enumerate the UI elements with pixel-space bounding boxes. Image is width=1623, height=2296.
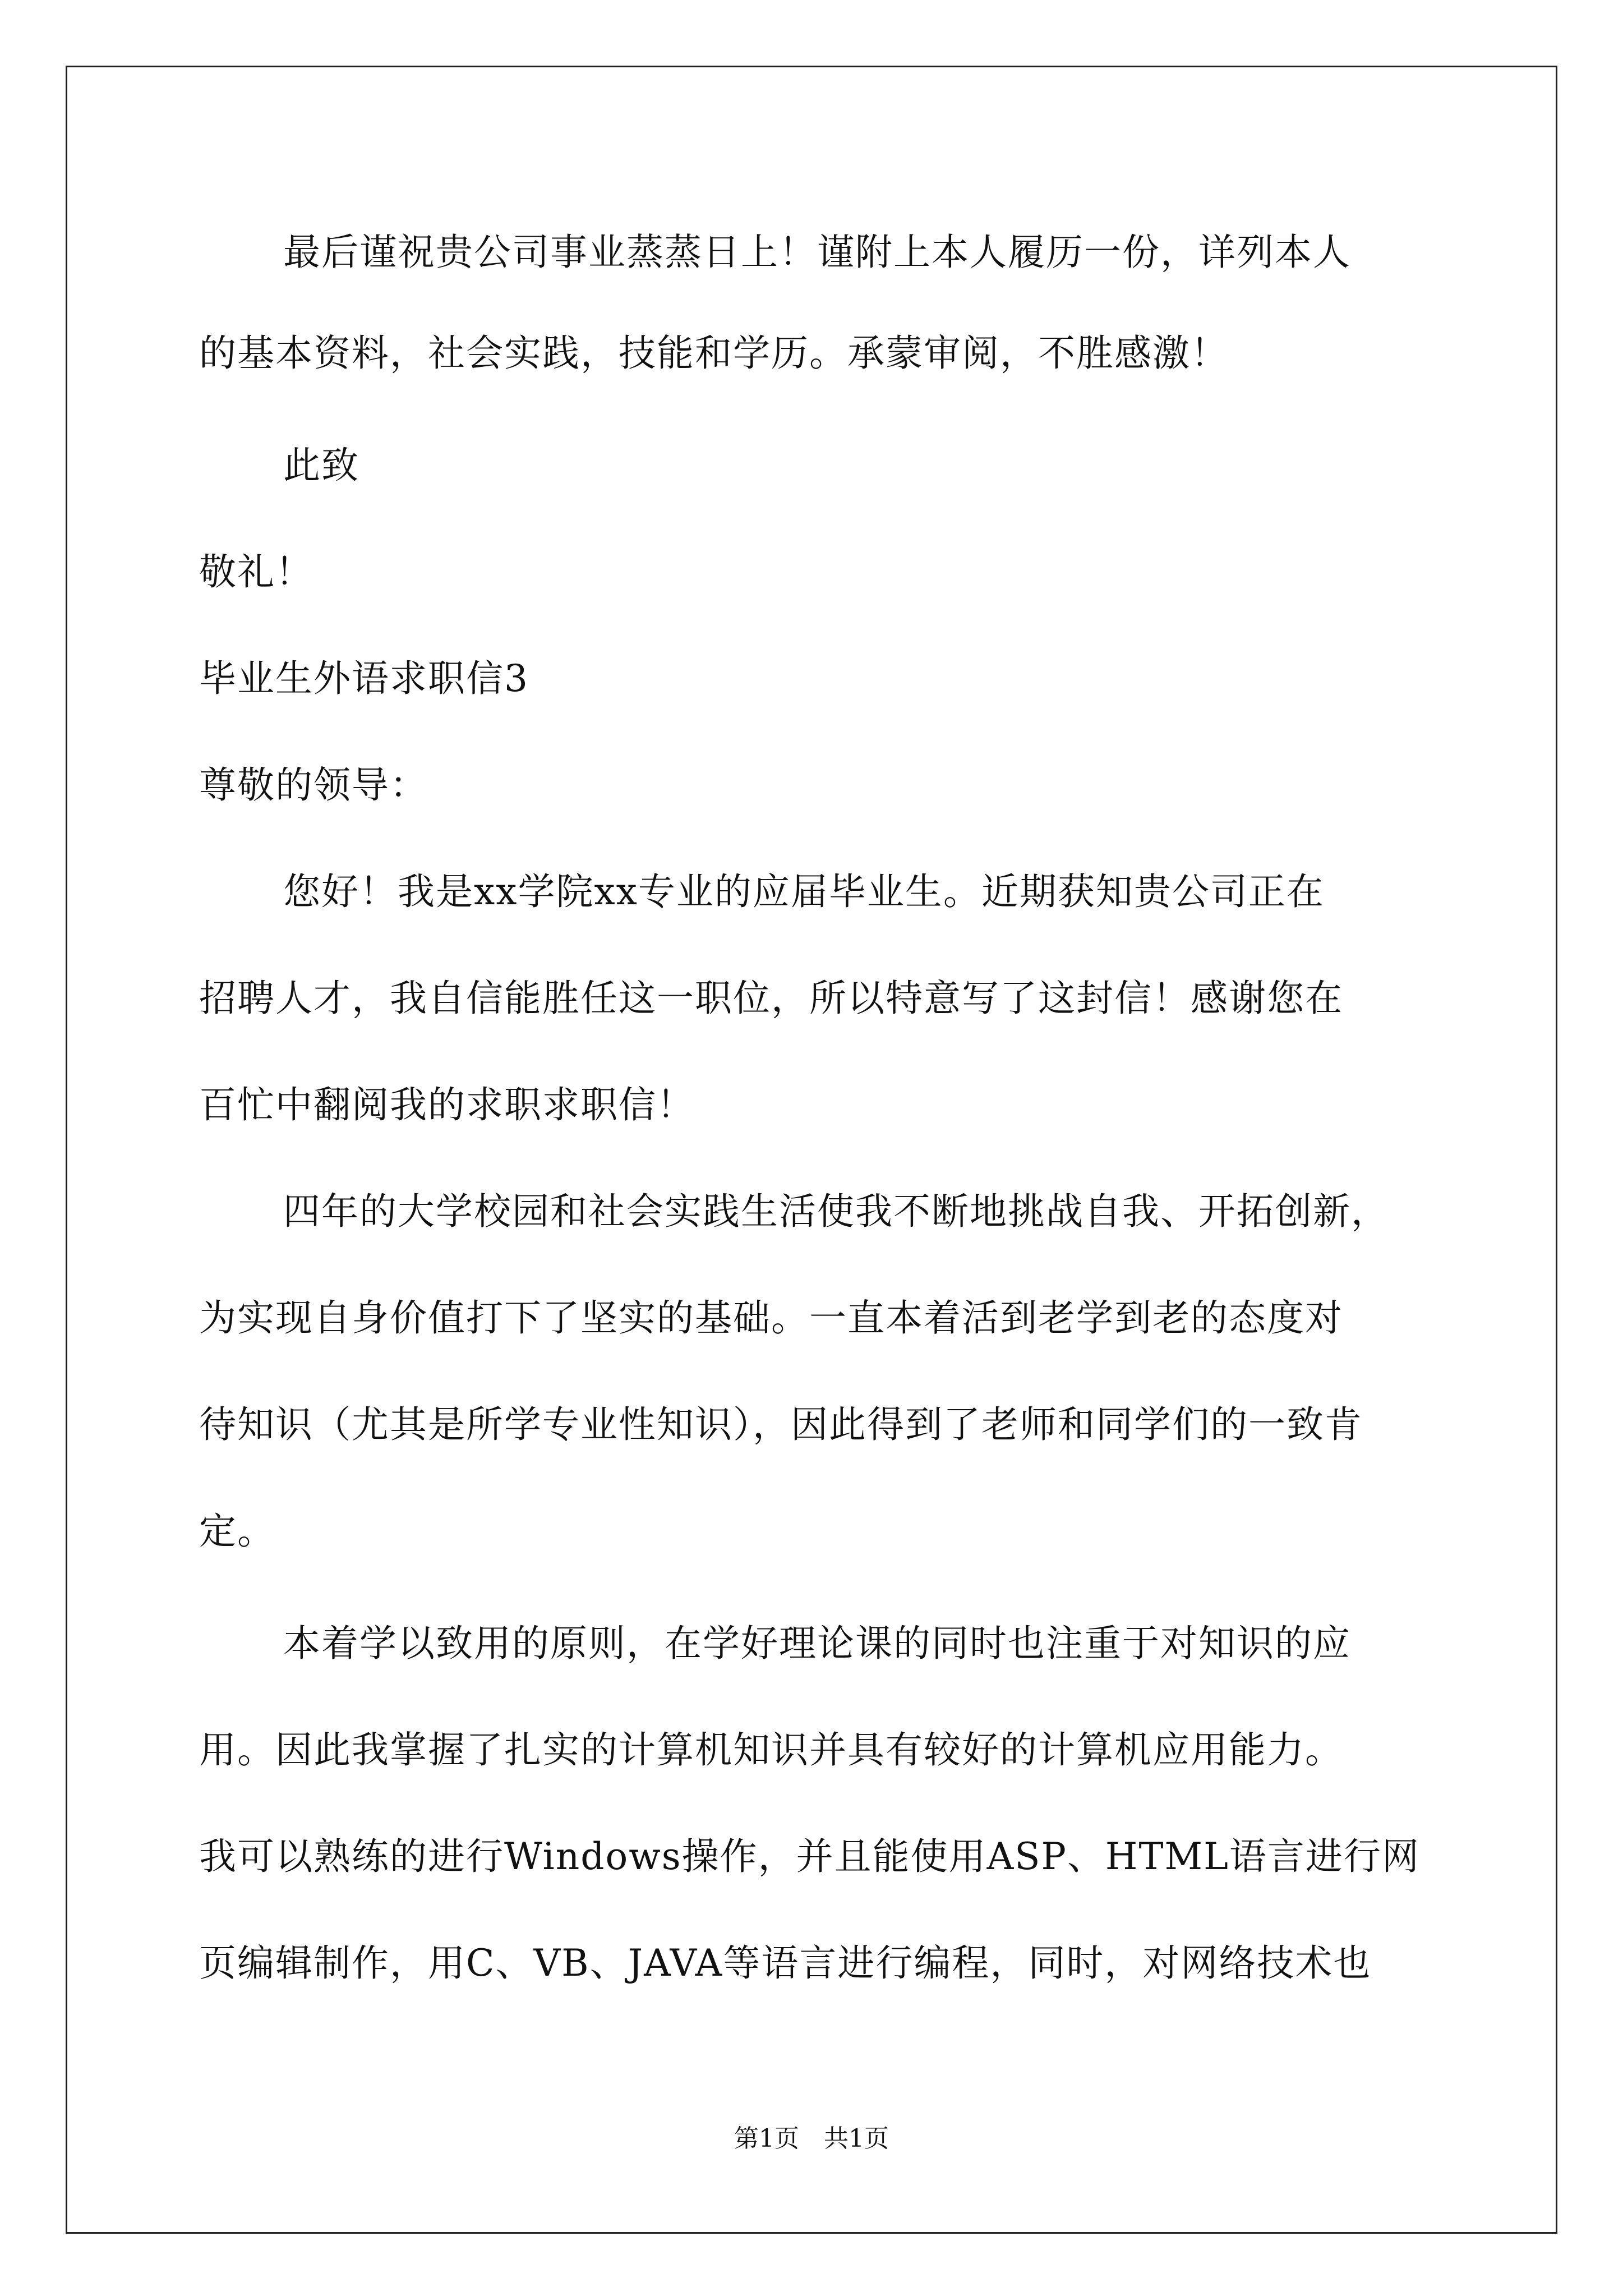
body-line-12: 待知识（尤其是所学专业性知识），因此得到了老师和同学们的一致肯 (199, 1403, 1363, 1446)
body-line-13: 定。 (199, 1510, 275, 1553)
section-title: 毕业生外语求职信3 (199, 657, 529, 700)
body-line-1: 最后谨祝贵公司事业蒸蒸日上！谨附上本人履历一份，详列本人 (283, 231, 1351, 274)
body-line-14: 本着学以致用的原则，在学好理论课的同时也注重于对知识的应 (283, 1622, 1351, 1665)
body-line-10: 四年的大学校园和社会实践生活使我不断地挑战自我、开拓创新， (283, 1190, 1389, 1233)
page-border (66, 66, 1557, 2234)
body-line-17: 页编辑制作，用C、VB、JAVA等语言进行编程，同时，对网络技术也 (199, 1941, 1372, 1985)
page-number-footer: 第1页 共1页 (734, 2124, 889, 2153)
body-line-8: 招聘人才，我自信能胜任这一职位，所以特意写了这封信！感谢您在 (199, 977, 1343, 1020)
closing-salutation: 此致 (283, 444, 359, 487)
body-line-7: 您好！我是xx学院xx专业的应届毕业生。近期获知贵公司正在 (283, 870, 1325, 913)
body-line-9: 百忙中翻阅我的求职求职信！ (199, 1083, 695, 1126)
body-line-15: 用。因此我掌握了扎实的计算机知识并具有较好的计算机应用能力。 (199, 1728, 1343, 1772)
body-line-2: 的基本资料，社会实践，技能和学历。承蒙审阅，不胜感激！ (199, 332, 1229, 375)
closing-regards: 敬礼！ (199, 550, 313, 593)
body-line-11: 为实现自身价值打下了坚实的基础。一直本着活到老学到老的态度对 (199, 1296, 1343, 1340)
body-line-16: 我可以熟练的进行Windows操作，并且能使用ASP、HTML语言进行网 (199, 1835, 1420, 1878)
greeting: 尊敬的领导： (199, 763, 428, 807)
